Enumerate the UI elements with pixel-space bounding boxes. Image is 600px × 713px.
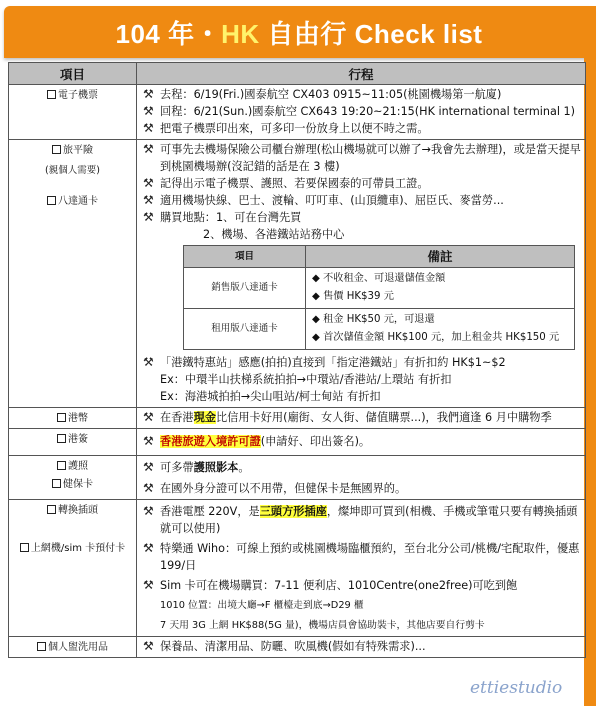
table-row	[9, 429, 586, 456]
octopus-table-header-note: 備註	[306, 246, 575, 268]
item-label: 個人盥洗用品	[48, 642, 108, 653]
header-row	[9, 63, 586, 85]
item-cell	[9, 408, 137, 429]
plan-line: 記得出示電子機票、護照、若要保國泰的可帶員工證。	[160, 177, 429, 190]
tools-icon: ⚒	[143, 541, 154, 555]
page-title	[116, 14, 483, 51]
plan-line: Ex：海港城拍拍→尖山咀站/柯士甸站 有折扣	[160, 390, 381, 403]
header-plan: 行程	[137, 63, 586, 85]
octopus-card-table	[183, 245, 575, 350]
item-cell	[9, 85, 137, 140]
checkbox-icon[interactable]	[47, 90, 56, 99]
item-label: 旅平險	[63, 145, 93, 156]
plan-line: 在國外身分證可以不用帶，但健保卡是無國界的。	[160, 482, 407, 495]
plan-text: 可多帶	[160, 461, 194, 474]
item-cell	[9, 456, 137, 500]
plan-line: 去程：6/19(Fri.)國泰航空 CX403 0915~11:05(桃園機場第一航廈)	[160, 88, 502, 101]
item-label: 八達通卡	[58, 196, 98, 208]
plan-cell	[137, 140, 586, 408]
tools-icon: ⚒	[143, 142, 154, 156]
octopus-note: 租金 HK$50 元，可退還	[323, 314, 435, 325]
tools-icon: ⚒	[143, 481, 154, 495]
checklist-table	[8, 62, 586, 658]
plan-cell	[137, 637, 586, 658]
checkbox-icon[interactable]	[47, 505, 56, 514]
plan-line: Ex：中環半山扶梯系統拍拍→中環站/香港站/上環站 有折扣	[160, 373, 452, 386]
checkbox-icon[interactable]	[20, 543, 29, 552]
plan-cell	[137, 408, 586, 429]
highlight-text: 香港旅遊入境許可證	[160, 435, 261, 448]
item-label: 上網機/sim 卡預付卡	[30, 543, 126, 554]
title-prefix: 104 年・	[115, 18, 222, 49]
plan-line: 適用機場快線、巴士、渡輪、叮叮車、(山頂纜車)、屈臣氏、麥當勞...	[160, 194, 504, 207]
octopus-sale-label: 銷售版八達通卡	[184, 268, 306, 309]
plan-line: 7 天用 3G 上網 HK$88(5G 量)，機場店員會協助裝卡，其他店要自行剪卡	[160, 620, 485, 631]
octopus-rent-notes: ◆ 租金 HK$50 元，可退還 ◆ 首次儲值金額 HK$100 元，加上租金共 HK$150 元	[306, 309, 575, 350]
plan-text: 香港電壓 220V，是	[160, 505, 260, 518]
checkbox-icon[interactable]	[57, 434, 66, 443]
item-label: 健保卡	[63, 479, 93, 490]
item-cell	[9, 140, 137, 408]
signature-watermark: ettiestudio	[470, 678, 563, 698]
highlight-text: 三頭方形插座	[259, 505, 327, 518]
tools-icon: ⚒	[143, 504, 154, 518]
table-row	[9, 140, 586, 408]
plan-cell	[137, 429, 586, 456]
item-label: 轉換插頭	[58, 505, 98, 516]
plan-cell	[137, 500, 586, 637]
octopus-note: 售價 HK$39 元	[323, 291, 394, 302]
title-hk: HK	[221, 18, 260, 49]
plan-text: 在香港	[160, 411, 194, 424]
octopus-table-header-item: 項目	[184, 246, 306, 268]
plan-cell	[137, 456, 586, 500]
checkbox-icon[interactable]	[57, 461, 66, 470]
octopus-rent-label: 租用版八達通卡	[184, 309, 306, 350]
checkbox-icon[interactable]	[52, 479, 61, 488]
octopus-sale-notes: ◆ 不收租金、可退還儲值金額 ◆ 售價 HK$39 元	[306, 268, 575, 309]
tools-icon: ⚒	[143, 578, 154, 592]
tools-icon: ⚒	[143, 434, 154, 448]
tools-icon: ⚒	[143, 193, 154, 207]
title-suffix: 自由行 Check list	[259, 18, 483, 49]
plan-line: 特樂通 Wiho：可線上預約或桃園機場臨櫃預約，至台北分公司/桃機/宅配取件，優惠 199/日	[160, 542, 580, 572]
checkbox-icon[interactable]	[47, 196, 56, 205]
octopus-note: 首次儲值金額 HK$100 元，加上租金共 HK$150 元	[323, 332, 560, 343]
tools-icon: ⚒	[143, 87, 154, 101]
plan-line: Sim 卡可在機場購買：7-11 便利店、1010Centre(one2free)可吃到飽	[160, 579, 518, 592]
tools-icon: ⚒	[143, 176, 154, 190]
checkbox-icon[interactable]	[57, 413, 66, 422]
plan-line: 可事先去機場保險公司櫃台辦理(松山機場就可以辦了→我會先去辦理)，或是當天提早到桃園機場辦(沒記錯的話是在 3 樓)	[160, 143, 581, 173]
checkbox-icon[interactable]	[37, 642, 46, 651]
plan-text: ，燦坤即可買到(相機、手機或筆電只要有轉換插頭就可以使用)	[160, 505, 578, 535]
item-label: 港簽	[68, 434, 88, 445]
item-label: 電子機票	[58, 90, 98, 101]
item-note: (親個人需要)	[45, 165, 100, 176]
tools-icon: ⚒	[143, 210, 154, 224]
title-banner	[4, 6, 594, 58]
item-label: 港幣	[68, 413, 88, 424]
plan-line: 回程：6/21(Sun.)國泰航空 CX643 19:20~21:15(HK international terminal 1)	[160, 105, 576, 118]
plan-cell	[137, 85, 586, 140]
table-row	[184, 309, 575, 350]
highlight-text: 現金	[193, 411, 216, 424]
tools-icon: ⚒	[143, 460, 154, 474]
plan-line: 把電子機票印出來，可多印一份放身上以便不時之需。	[160, 122, 429, 135]
tools-icon: ⚒	[143, 121, 154, 135]
plan-line: 保養品、清潔用品、防曬、吹風機(假如有特殊需求)...	[160, 640, 426, 653]
table-row	[9, 637, 586, 658]
tools-icon: ⚒	[143, 410, 154, 424]
bold-text: 護照影本	[193, 461, 239, 474]
item-label: 護照	[68, 461, 88, 472]
plan-line: 購買地點：1、可在台灣先買	[160, 211, 302, 224]
plan-line: 2、機場、各港鐵站站務中心	[203, 228, 345, 241]
table-row	[9, 408, 586, 429]
plan-line: 「港鐵特惠站」感應(拍拍)直接到「指定港鐵站」有折扣約 HK$1~$2	[160, 356, 506, 369]
table-row	[9, 85, 586, 140]
tools-icon: ⚒	[143, 355, 154, 369]
plan-text: 。	[238, 461, 250, 474]
item-cell	[9, 500, 137, 637]
table-row	[9, 500, 586, 637]
header-item: 項目	[9, 63, 137, 85]
plan-text: 比信用卡好用(廟街、女人街、儲值購票...)，我們適逢 6 月中購物季	[215, 411, 552, 424]
item-cell	[9, 429, 137, 456]
table-row	[9, 456, 586, 500]
plan-line: 1010 位置：出境大廳→F 櫃檯走到底→D29 櫃	[160, 600, 364, 611]
item-cell	[9, 637, 137, 658]
tools-icon: ⚒	[143, 639, 154, 653]
table-row	[184, 268, 575, 309]
checkbox-icon[interactable]	[52, 145, 61, 154]
octopus-note: 不收租金、可退還儲值金額	[323, 273, 446, 284]
plan-text: (申請好、印出簽名)。	[260, 435, 371, 448]
tools-icon: ⚒	[143, 104, 154, 118]
